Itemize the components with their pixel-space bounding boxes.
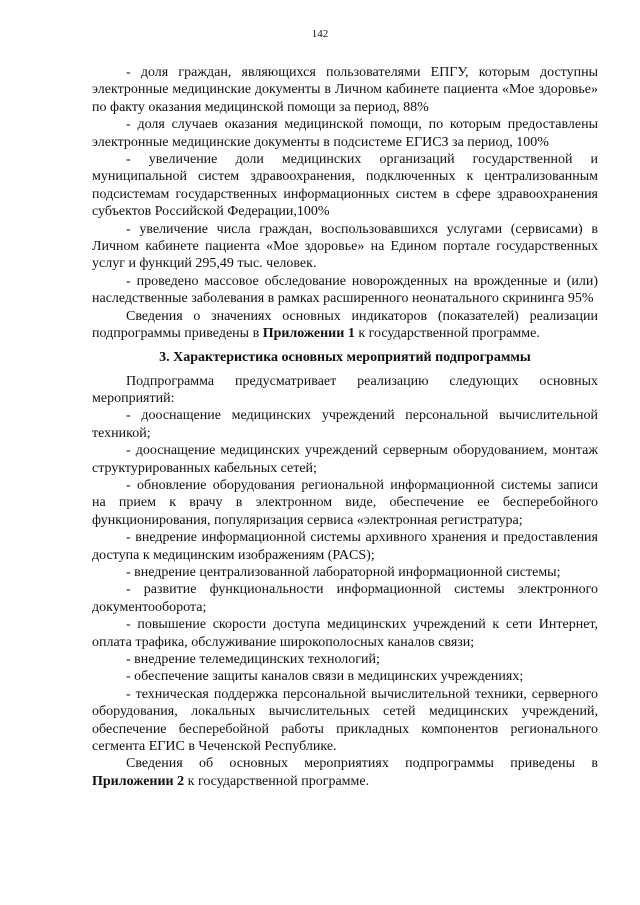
indicator-item: - увеличение числа граждан, воспользовавшихся услугами (сервисами) в Личном кабинете пациента «Мое здоровье» на Едином портале государственных услуг и функций 295,49 тыс. человек. bbox=[92, 221, 598, 272]
measure-item: - развитие функциональности информационной системы электронного документооборота; bbox=[92, 582, 598, 615]
indicators-reference bbox=[92, 308, 598, 343]
closing-text-before: Сведения об основных мероприятиях подпрограммы приведены в bbox=[126, 756, 598, 772]
indicators-text-after: к государственной программе. bbox=[354, 326, 540, 342]
appendix-2-reference: Приложении 2 bbox=[92, 773, 185, 789]
measure-item: - внедрение централизованной лабораторной информационной системы; bbox=[126, 564, 561, 580]
measure-item: - дооснащение медицинских учреждений персональной вычислительной техникой; bbox=[92, 408, 598, 441]
measure-item: - обеспечение защиты каналов связи в медицинских учреждениях; bbox=[126, 669, 524, 685]
measure-item: - техническая поддержка персональной вычислительной техники, серверного оборудования, локальных вычислительных сетей медицинских учреждений, обеспечение бесперебойной работы прикладных компонентов регионального сегмента ЕГИС в Чеченской Республике. bbox=[92, 686, 598, 755]
measure-item: - обновление оборудования региональной информационной системы записи на прием к врачу в электронном виде, обеспечение ее бесперебойного функционирования, популяризация сервиса «электронная регистратура; bbox=[92, 477, 598, 528]
indicator-item: - доля случаев оказания медицинской помощи, по которым предоставлены электронные медицинские документы в подсистеме ЕГИСЗ за период, 100% bbox=[92, 117, 598, 150]
measure-item: - дооснащение медицинских учреждений серверным оборудованием, монтаж структурированных кабельных сетей; bbox=[92, 443, 598, 476]
indicator-item: - увеличение доли медицинских организаций государственной и муниципальной систем здравоохранения, подключенных к централизованным подсистемам государственных информационных систем в сфере здравоохранения субъектов Российской Федерации,100% bbox=[92, 152, 598, 220]
closing-reference bbox=[92, 755, 598, 790]
measure-item: - внедрение телемедицинских технологий; bbox=[126, 652, 380, 667]
measures-intro: Подпрограмма предусматривает реализацию следующих основных мероприятий: bbox=[92, 373, 598, 406]
page-content bbox=[92, 64, 598, 790]
appendix-1-reference: Приложении 1 bbox=[262, 326, 355, 342]
measure-item: - внедрение информационной системы архивного хранения и предоставления доступа к медицинским изображениям (PACS); bbox=[92, 530, 598, 563]
indicator-item: - проведено массовое обследование новорожденных на врожденные и (или) наследственные заболевания в рамках расширенного неонатального скрининга 95% bbox=[92, 273, 598, 307]
page-number: 142 bbox=[311, 28, 329, 40]
indicator-item: - доля граждан, являющихся пользователями ЕПГУ, которым доступны электронные медицинские документы в Личном кабинете пациента «Мое здоровье» по факту оказания медицинской помощи за период, 88% bbox=[92, 65, 598, 115]
closing-text-after: к государственной программе. bbox=[184, 773, 370, 789]
measure-item: - повышение скорости доступа медицинских учреждений к сети Интернет, оплата трафика, обслуживание широкополосных каналов связи; bbox=[92, 617, 598, 650]
indicators-text-before: Сведения о значениях основных индикаторов (показателей) реализации подпрограммы приведены в bbox=[92, 308, 598, 342]
section-heading: 3. Характеристика основных мероприятий подпрограммы bbox=[159, 349, 531, 365]
